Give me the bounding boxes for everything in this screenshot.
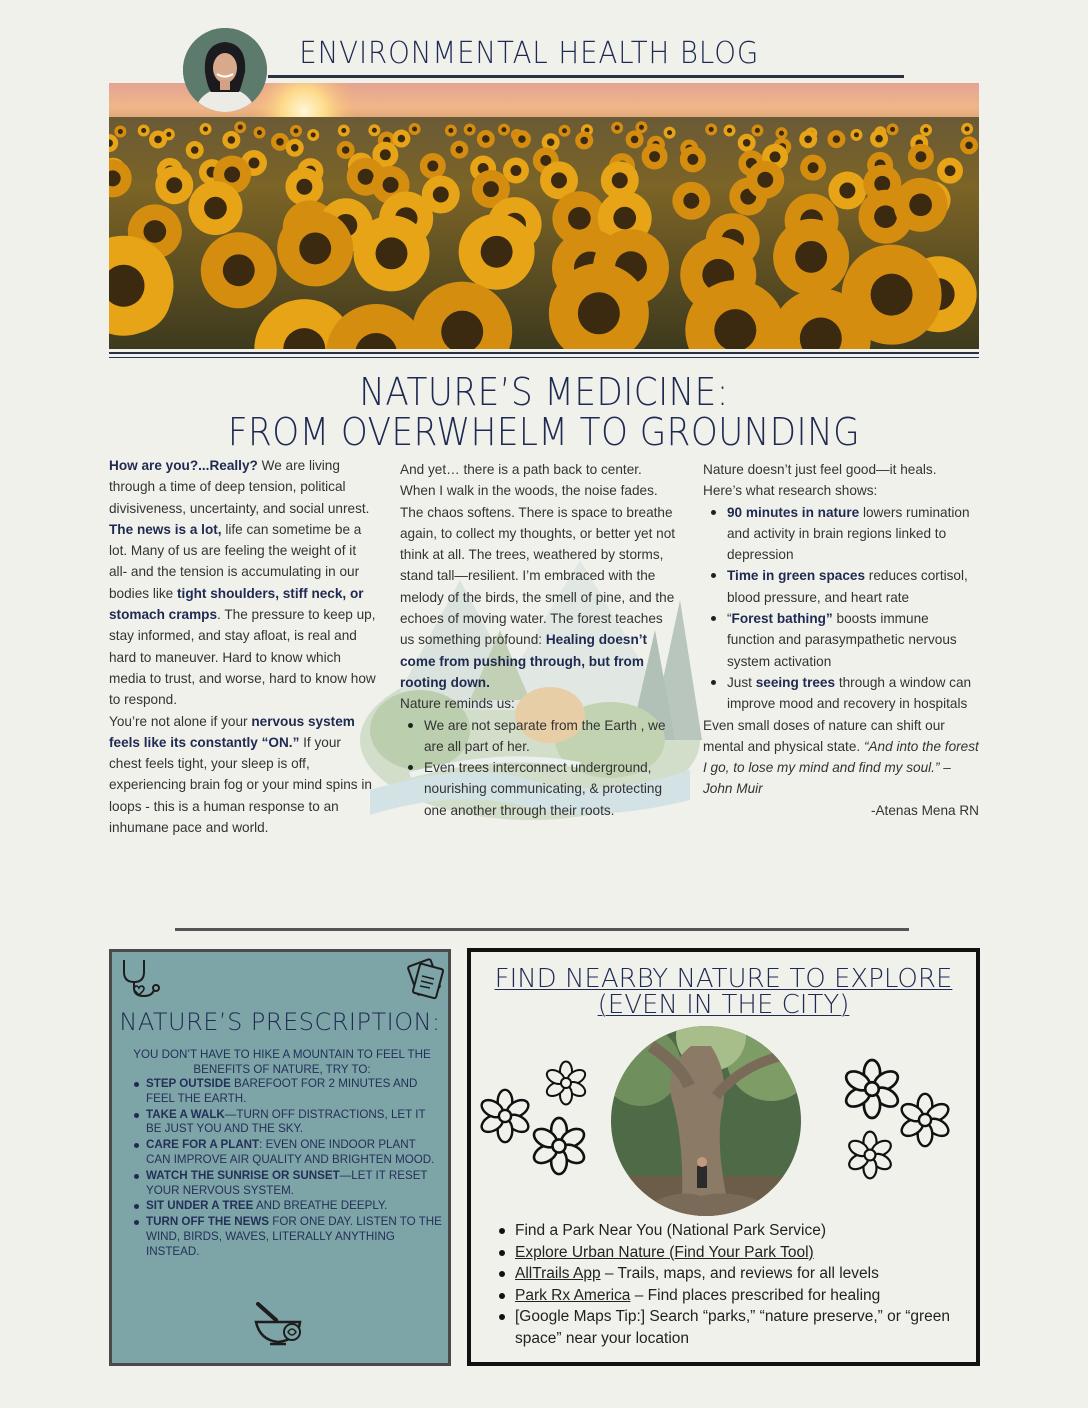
list-item xyxy=(132,1199,442,1214)
research-text: lowers rumination and activity in brain regions linked to depression xyxy=(727,504,970,563)
article-title-line2: FROM OVERWHELM TO GROUNDING xyxy=(227,410,861,454)
rx-action: TURN OFF THE NEWS xyxy=(146,1215,270,1229)
prescription-box xyxy=(109,949,451,1366)
research-emphasis: 90 minutes in nature xyxy=(727,504,860,520)
flower-outline-icon xyxy=(897,1092,953,1148)
list-item xyxy=(132,1108,442,1138)
reminds-label: Nature reminds us: xyxy=(400,696,515,712)
article-column-1 xyxy=(109,455,377,838)
ns-text-2: If your chest feels tight, your sleep is off, experiencing brain fog or your mind spins in loops - this is a human response to an inhumane pace and world. xyxy=(109,734,372,836)
rx-text: BAREFOOT FOR 2 MINUTES AND FEEL THE EARTH. xyxy=(146,1077,418,1105)
prescription-list xyxy=(132,1077,442,1261)
tree-photo xyxy=(611,1026,801,1216)
article-column-2 xyxy=(400,459,676,821)
rx-text: —TURN OFF DISTRACTIONS, LET IT BE JUST YOU AND THE SKY. xyxy=(146,1107,426,1136)
list-item xyxy=(132,1138,442,1168)
rx-action: TAKE A WALK xyxy=(146,1107,225,1121)
healing-emphasis: Healing doesn’t come from pushing through, but from rooting down. xyxy=(400,632,648,690)
resource-link[interactable]: Explore Urban Nature (Find Your Park Tool) xyxy=(515,1243,814,1261)
list-item xyxy=(497,1285,967,1307)
nature-resources-list xyxy=(497,1220,967,1349)
research-text: reduces cortisol, blood pressure, and heart rate xyxy=(727,568,968,605)
path-paragraph: And yet… there is a path back to center. xyxy=(400,462,642,477)
list-item xyxy=(132,1169,442,1199)
flower-outline-icon xyxy=(477,1088,533,1144)
rx-action: STEP OUTSIDE xyxy=(146,1077,231,1090)
list-item xyxy=(497,1220,967,1242)
list-item: We are not separate from the Earth , we are all part of her. xyxy=(400,715,676,758)
news-emphasis: The news is a lot, xyxy=(109,521,222,537)
list-item xyxy=(497,1263,967,1285)
flower-outline-icon xyxy=(529,1116,589,1176)
section-divider xyxy=(109,352,979,358)
research-emphasis: Forest bathing” xyxy=(731,611,833,627)
mortar-pestle-icon xyxy=(252,1298,308,1348)
prescription-pad-icon xyxy=(406,956,446,1000)
list-item xyxy=(497,1242,967,1264)
closing-paragraph xyxy=(703,715,979,800)
prescription-title: NATURE’S PRESCRIPTION: xyxy=(119,1008,441,1036)
nearby-nature-title: FIND NEARBY NATURE TO EXPLORE (EVEN IN THE CITY) xyxy=(494,964,953,1020)
list-item xyxy=(703,672,979,715)
title-underline xyxy=(268,75,904,78)
list-item xyxy=(132,1215,442,1259)
research-text: boosts immune function and parasympathetic nervous system activation xyxy=(727,611,957,669)
woods-text: When I walk in the woods, the noise fades. The chaos softens. There is space to breathe again, to collect my thoughts, or better yet not think at all. The trees, weathered by storms, stand tall—resilient. I’m embraced with the melody of the birds, the smell of pine, and the echoes of moving water. The forest teaches us something profound: xyxy=(400,483,676,648)
list-item xyxy=(497,1306,967,1349)
article-title-line1: NATURE’S MEDICINE: xyxy=(359,370,729,414)
resource-link[interactable]: Park Rx America xyxy=(515,1286,631,1304)
rx-action: CARE FOR A PLANT xyxy=(146,1138,260,1152)
flower-outline-icon xyxy=(841,1058,903,1120)
article-column-3 xyxy=(703,459,979,821)
research-intro: Nature doesn’t just feel good—it heals. Here’s what research shows: xyxy=(703,462,937,499)
stethoscope-heart-icon xyxy=(118,956,164,1000)
author-avatar xyxy=(183,28,267,112)
flower-outline-icon xyxy=(543,1060,589,1106)
blog-title: ENVIRONMENTAL HEALTH BLOG xyxy=(299,36,760,71)
research-list xyxy=(703,502,979,715)
intro-text-3: . The pressure to keep up, stay informed, and stay afloat, is real and hard to maneuver. Hard to know which media to trust, and worse, hard to know how to respond. xyxy=(109,607,376,708)
section-divider xyxy=(175,928,909,931)
research-emphasis: seeing trees xyxy=(755,674,836,690)
list-item: Even trees interconnect underground, nourishing communicating, & protecting one another through their roots. xyxy=(400,757,676,821)
list-item xyxy=(132,1077,442,1107)
rx-text: AND BREATHE DEEPLY. xyxy=(253,1199,388,1213)
intro-text-2: life can sometime be a lot. Many of us are feeling the weight of it all- and the tension is accumulating in our bodies like xyxy=(109,521,362,601)
ns-text: You’re not alone if your xyxy=(109,713,252,729)
hero-sunflower-image xyxy=(109,83,979,349)
quote-mark: “ xyxy=(727,611,732,627)
nervous-system-paragraph xyxy=(109,711,377,839)
resource-text: [Google Maps Tip:] Search “parks,” “nature preserve,” or “green space” near your location xyxy=(515,1308,951,1347)
reminds-list xyxy=(400,715,676,821)
resource-link[interactable]: AllTrails App xyxy=(515,1265,601,1282)
intro-paragraph xyxy=(109,455,377,711)
nervous-system-emphasis: nervous system feels like its constantly “ON.” xyxy=(109,713,355,750)
woods-paragraph xyxy=(400,480,676,693)
intro-text: We are living through a time of deep tension, political divisiveness, uncertainty, and social unrest. xyxy=(109,458,370,516)
resource-text: Find a Park Near You (National Park Service) xyxy=(515,1222,827,1239)
nearby-nature-box xyxy=(467,948,980,1366)
rx-text: : EVEN ONE INDOOR PLANT CAN IMPROVE AIR QUALITY AND BRIGHTEN MOOD. xyxy=(146,1138,435,1166)
list-item xyxy=(703,608,979,672)
prescription-intro: YOU DON’T HAVE TO HIKE A MOUNTAIN TO FEEL THE BENEFITS OF NATURE, TRY TO: xyxy=(133,1048,431,1076)
closing-text: Even small doses of nature can shift our mental and physical state. xyxy=(703,717,945,754)
list-item xyxy=(703,502,979,566)
resource-text: – Trails, maps, and reviews for all levels xyxy=(600,1265,879,1282)
research-text: through a window can improve mood and recovery in hospitals xyxy=(727,674,972,712)
rx-action: WATCH THE SUNRISE OR SUNSET xyxy=(146,1168,340,1182)
article-title xyxy=(109,372,979,452)
rx-text: FOR ONE DAY. LISTEN TO THE WIND, BIRDS, WAVES, LITERALLY ANYTHING INSTEAD. xyxy=(146,1215,442,1258)
rx-action: SIT UNDER A TREE xyxy=(146,1199,254,1213)
body-tension-emphasis: tight shoulders, stiff neck, or stomach cramps xyxy=(109,585,364,623)
resource-text: – Find places prescribed for healing xyxy=(630,1286,881,1304)
rx-text: —LET IT RESET YOUR NERVOUS SYSTEM. xyxy=(146,1168,428,1197)
research-prefix: Just xyxy=(727,674,756,690)
list-item xyxy=(703,565,979,608)
author-signature: -Atenas Mena RN xyxy=(870,802,979,818)
intro-question: How are you?...Really? xyxy=(109,458,258,473)
john-muir-quote: “And into the forest I go, to lose my mind and find my soul.” – John Muir xyxy=(703,738,979,797)
research-emphasis: Time in green spaces xyxy=(727,568,866,584)
flower-outline-icon xyxy=(845,1130,895,1180)
